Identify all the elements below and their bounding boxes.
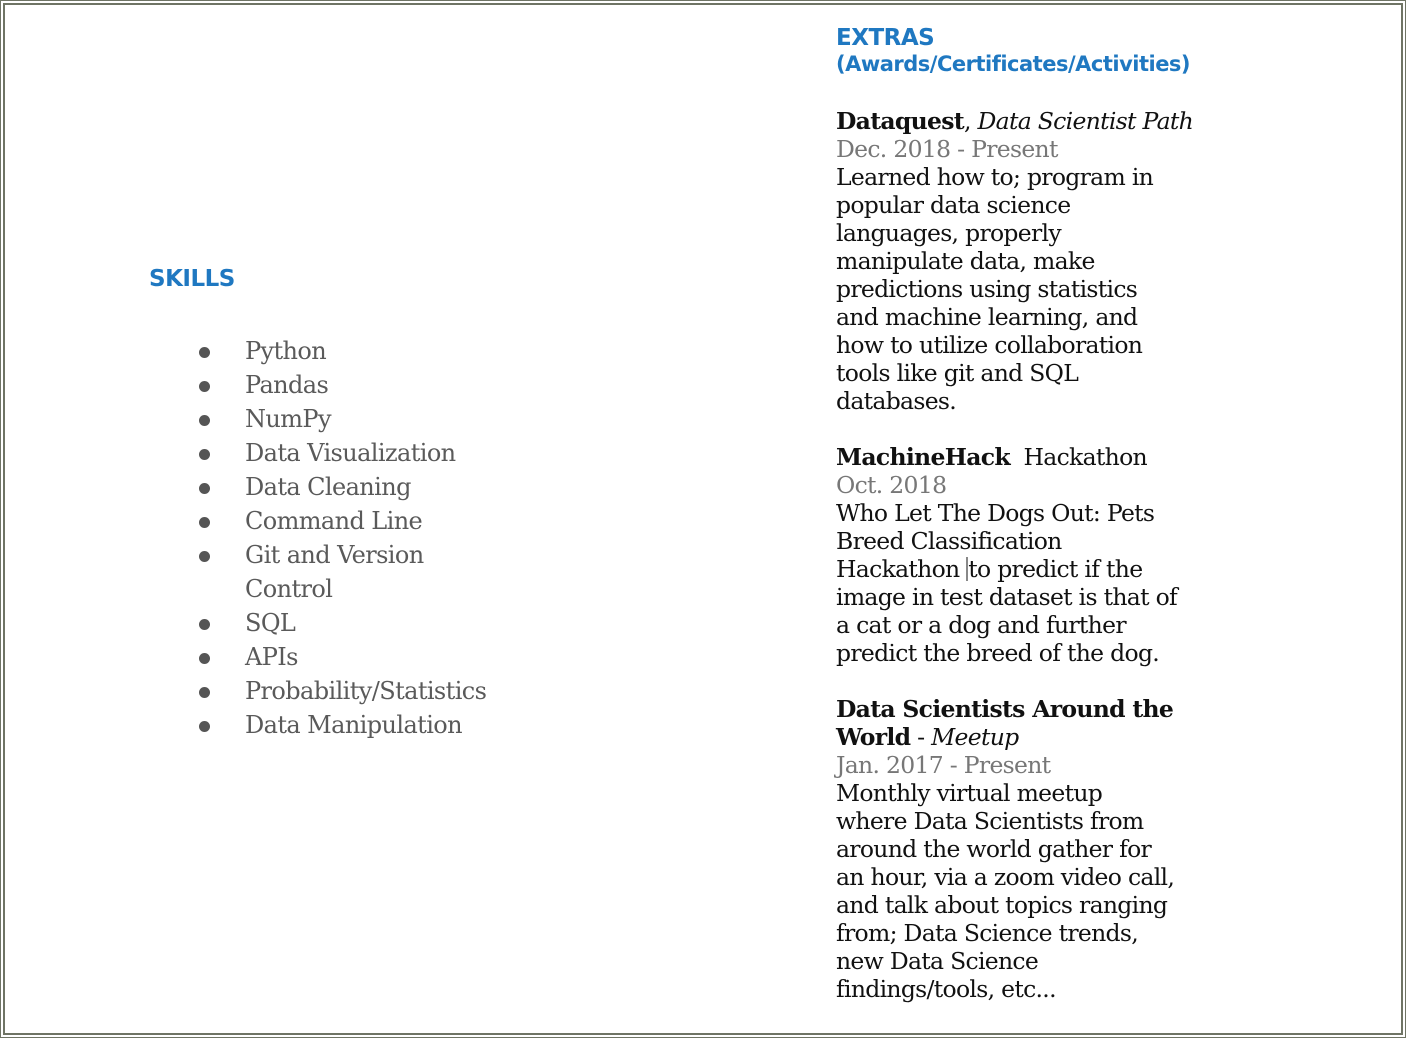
bullet-icon — [199, 415, 210, 426]
entry-org: Dataquest — [836, 107, 964, 135]
entry-date: Oct. 2018 — [836, 471, 947, 499]
entry-role: Meetup — [931, 723, 1019, 751]
entry-title — [836, 443, 1206, 471]
entry-description-part1: Who Let The Dogs Out: Pets Breed Classification Hackathon — [836, 499, 1155, 583]
skill-label: SQL — [245, 609, 296, 637]
bullet-icon — [199, 687, 210, 698]
entry-separator: , — [963, 107, 978, 135]
skill-label: NumPy — [245, 405, 331, 433]
skills-list — [198, 334, 525, 742]
skill-item — [198, 368, 505, 402]
extras-entry-machinehack — [836, 443, 1206, 667]
bullet-icon — [199, 449, 210, 460]
skill-item — [198, 504, 505, 538]
entry-role: Data Scientist Path — [977, 107, 1194, 135]
entry-description — [836, 499, 1206, 667]
skill-item — [198, 640, 505, 674]
bullet-icon — [199, 619, 210, 630]
skill-item — [198, 334, 505, 368]
skill-item — [198, 470, 505, 504]
entry-description: Monthly virtual meetup where Data Scientists from around the world gather for an hour, via a zoom video call, and talk about topics ranging from; Data Science trends, new Data Science findings/tools, etc... — [836, 779, 1175, 1003]
entry-title — [836, 107, 1206, 135]
bullet-icon — [199, 721, 210, 732]
skill-label: Probability/Statistics — [245, 677, 487, 705]
extras-subheading: (Awards/Certificates/Activities) — [836, 52, 1191, 76]
skill-label: APIs — [245, 643, 298, 671]
bullet-icon — [199, 483, 210, 494]
extras-heading: EXTRAS — [836, 25, 935, 51]
skill-item — [198, 402, 505, 436]
skill-item — [198, 436, 505, 470]
extras-section — [836, 25, 1206, 1003]
skill-label: Data Visualization — [245, 439, 456, 467]
extras-entry-meetup — [836, 695, 1206, 1003]
bullet-icon — [199, 653, 210, 664]
bullet-icon — [199, 381, 210, 392]
skill-label: Python — [245, 337, 327, 365]
skill-label: Data Cleaning — [245, 473, 411, 501]
entry-date: Jan. 2017 - Present — [836, 751, 1051, 779]
skill-item — [198, 674, 525, 708]
skill-label: Data Manipulation — [245, 711, 462, 739]
skill-item — [198, 538, 445, 606]
extras-entry-dataquest — [836, 107, 1206, 415]
entry-date: Dec. 2018 - Present — [836, 135, 1058, 163]
skill-label: Command Line — [245, 507, 423, 535]
bullet-icon — [199, 551, 210, 562]
bullet-icon — [199, 517, 210, 528]
skill-label: Pandas — [245, 371, 329, 399]
skill-label: Git and Version Control — [245, 541, 424, 603]
entry-description-part2: to predict if the image in test dataset is that of a cat or a dog and further predict the breed of the dog. — [836, 555, 1178, 667]
entry-org: MachineHack — [836, 443, 1010, 471]
entry-title — [836, 695, 1206, 751]
entry-separator: - — [910, 723, 932, 751]
skills-heading: SKILLS — [149, 266, 235, 292]
entry-role: Hackathon — [1023, 443, 1147, 471]
skill-item — [198, 708, 505, 742]
entry-description: Learned how to; program in popular data science languages, properly manipulate data, make predictions using statistics and machine learning, and how to utilize collaboration tools like git and SQL databases. — [836, 163, 1154, 415]
entry-org: Data Scientists Around the World — [836, 695, 1174, 751]
skill-item — [198, 606, 505, 640]
bullet-icon — [199, 347, 210, 358]
